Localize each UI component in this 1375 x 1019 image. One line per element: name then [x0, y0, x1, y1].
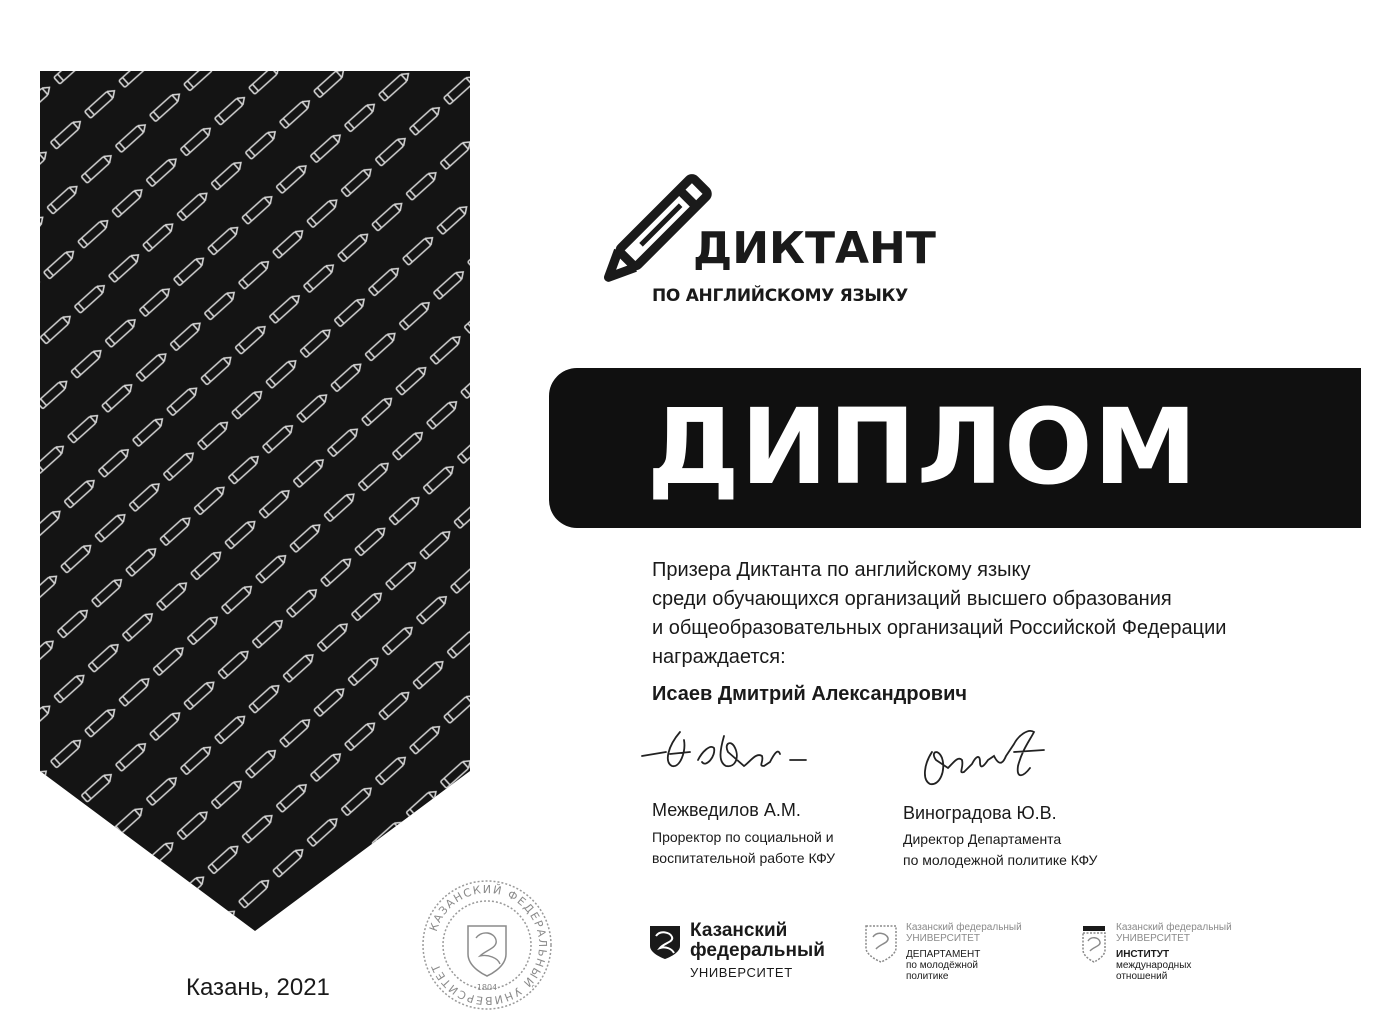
- youth-policy-emblem-icon: [864, 924, 898, 964]
- intl-relations-name: отношений: [1116, 971, 1168, 982]
- signatory-name: Межведилов А.М.: [652, 800, 801, 820]
- logo-subtitle: ПО АНГЛИЙСКОМУ ЯЗЫКУ: [652, 286, 908, 306]
- youth-policy-header: Казанский федеральный: [906, 922, 1022, 933]
- youth-policy-logo: [864, 922, 1044, 986]
- intl-relations-header: УНИВЕРСИТЕТ: [1116, 933, 1190, 944]
- award-line: среди обучающихся организаций высшего образования: [652, 588, 1172, 610]
- svg-text:1804: 1804: [476, 983, 498, 992]
- signatory-role: воспитательной работе КФУ: [652, 850, 836, 866]
- intl-relations-logo: [1080, 922, 1260, 986]
- kfu-name-line: федеральный: [690, 940, 825, 961]
- youth-policy-name: политике: [906, 971, 949, 982]
- signature: [918, 726, 1058, 796]
- signature: [640, 720, 820, 784]
- intl-relations-name: международных: [1116, 960, 1192, 971]
- dictation-logo: [578, 145, 938, 315]
- intl-relations-emblem-icon: [1080, 924, 1110, 964]
- university-seal: [418, 876, 556, 1008]
- signatory-1: [640, 720, 880, 870]
- intl-relations-name: ИНСТИТУТ: [1116, 949, 1170, 960]
- city-year: Казань, 2021: [186, 974, 330, 1001]
- logo-title: ДИКТАНТ: [693, 223, 936, 274]
- signatory-role: по молодежной политике КФУ: [903, 852, 1098, 868]
- kfu-logo: [648, 922, 838, 984]
- diploma-title: ДИПЛОМ: [647, 386, 1198, 508]
- svg-text:КАЗАНСКИЙ ФЕДЕРАЛЬНЫЙ УНИВЕРСИ: КАЗАНСКИЙ ФЕДЕРАЛЬНЫЙ УНИВЕРСИТЕТ: [427, 882, 550, 1008]
- recipient-name: Исаев Дмитрий Александрович: [652, 683, 967, 705]
- decorative-banner: [40, 71, 470, 931]
- youth-policy-header: УНИВЕРСИТЕТ: [906, 933, 980, 944]
- award-line: награждается:: [652, 646, 786, 668]
- signatory-name: Виноградова Ю.В.: [903, 803, 1057, 823]
- award-line: Призера Диктанта по английскому языку: [652, 559, 1031, 581]
- kfu-name-line: УНИВЕРСИТЕТ: [690, 965, 793, 980]
- diploma-title-bar: [549, 368, 1361, 528]
- intl-relations-header: Казанский федеральный: [1116, 922, 1232, 933]
- pencil-pattern: [40, 71, 470, 931]
- kfu-emblem-icon: [648, 924, 682, 960]
- award-text: [652, 556, 1352, 709]
- youth-policy-name: ДЕПАРТАМЕНТ: [906, 949, 981, 960]
- signatory-2: [900, 726, 1140, 876]
- award-line: и общеобразовательных организаций Российской Федерации: [652, 617, 1227, 639]
- seal-stamp: [418, 876, 556, 1014]
- youth-policy-name: по молодёжной: [906, 960, 979, 971]
- signatory-role: Директор Департамента: [903, 831, 1062, 847]
- kfu-name-line: Казанский: [690, 920, 788, 941]
- signatory-role: Проректор по социальной и: [652, 829, 834, 845]
